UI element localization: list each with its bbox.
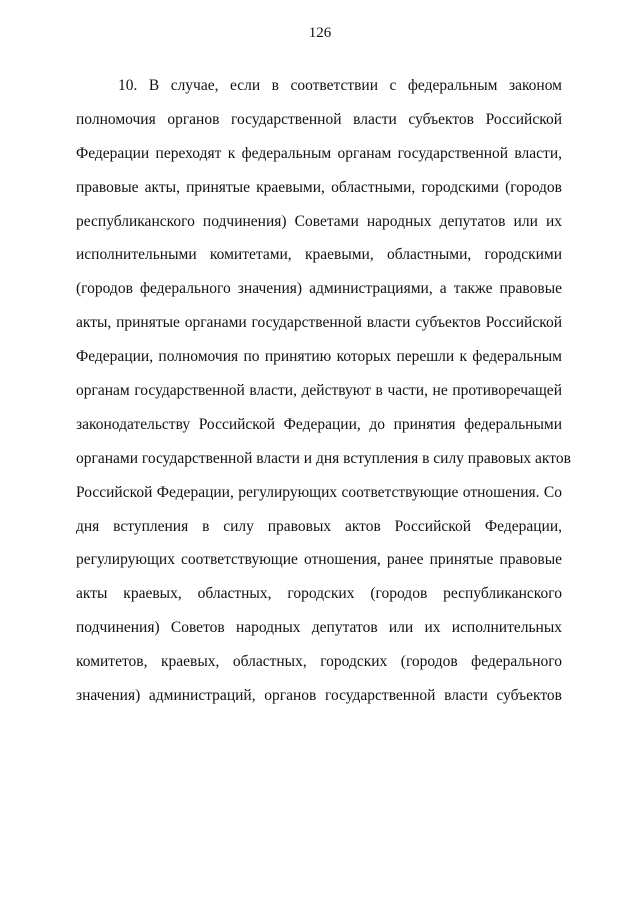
text-line: законодательству Российской Федерации, до принятия федеральными	[76, 415, 562, 433]
text-line: органам государственной власти, действуют в части, не противоречащей	[76, 382, 562, 400]
text-line: республиканского подчинения) Советами народных депутатов или их	[76, 212, 562, 230]
text-line: Российской Федерации, регулирующих соответствующие отношения. Со	[76, 483, 562, 501]
text-line: акты, принятые органами государственной власти субъектов Российской	[76, 314, 562, 332]
text-line: правовые акты, принятые краевыми, областными, городскими (городов	[76, 178, 562, 196]
text-line: дня вступления в силу правовых актов Российской Федерации,	[76, 517, 562, 535]
text-line: подчинения) Советов народных депутатов или их исполнительных	[76, 619, 562, 637]
text-line: полномочия органов государственной власти субъектов Российской	[76, 110, 562, 128]
text-line: (городов федерального значения) администрациями, а также правовые	[76, 280, 562, 298]
text-line: значения) администраций, органов государственной власти субъектов	[76, 687, 562, 705]
text-line: акты краевых, областных, городских (городов республиканского	[76, 585, 562, 603]
text-line: исполнительными комитетами, краевыми, областными, городскими	[76, 246, 562, 264]
text-line: комитетов, краевых, областных, городских (городов федерального	[76, 653, 562, 671]
page-number: 126	[308, 25, 332, 41]
text-line: Федерации переходят к федеральным органам государственной власти,	[76, 144, 562, 162]
text-line: Федерации, полномочия по принятию которых перешли к федеральным	[76, 348, 562, 366]
text-line: регулирующих соответствующие отношения, ранее принятые правовые	[76, 551, 562, 569]
text-line: органами государственной власти и дня вступления в силу правовых актов	[76, 449, 571, 467]
text-line: 10. В случае, если в соответствии с федеральным законом	[118, 77, 562, 94]
document-paragraph	[76, 76, 571, 720]
